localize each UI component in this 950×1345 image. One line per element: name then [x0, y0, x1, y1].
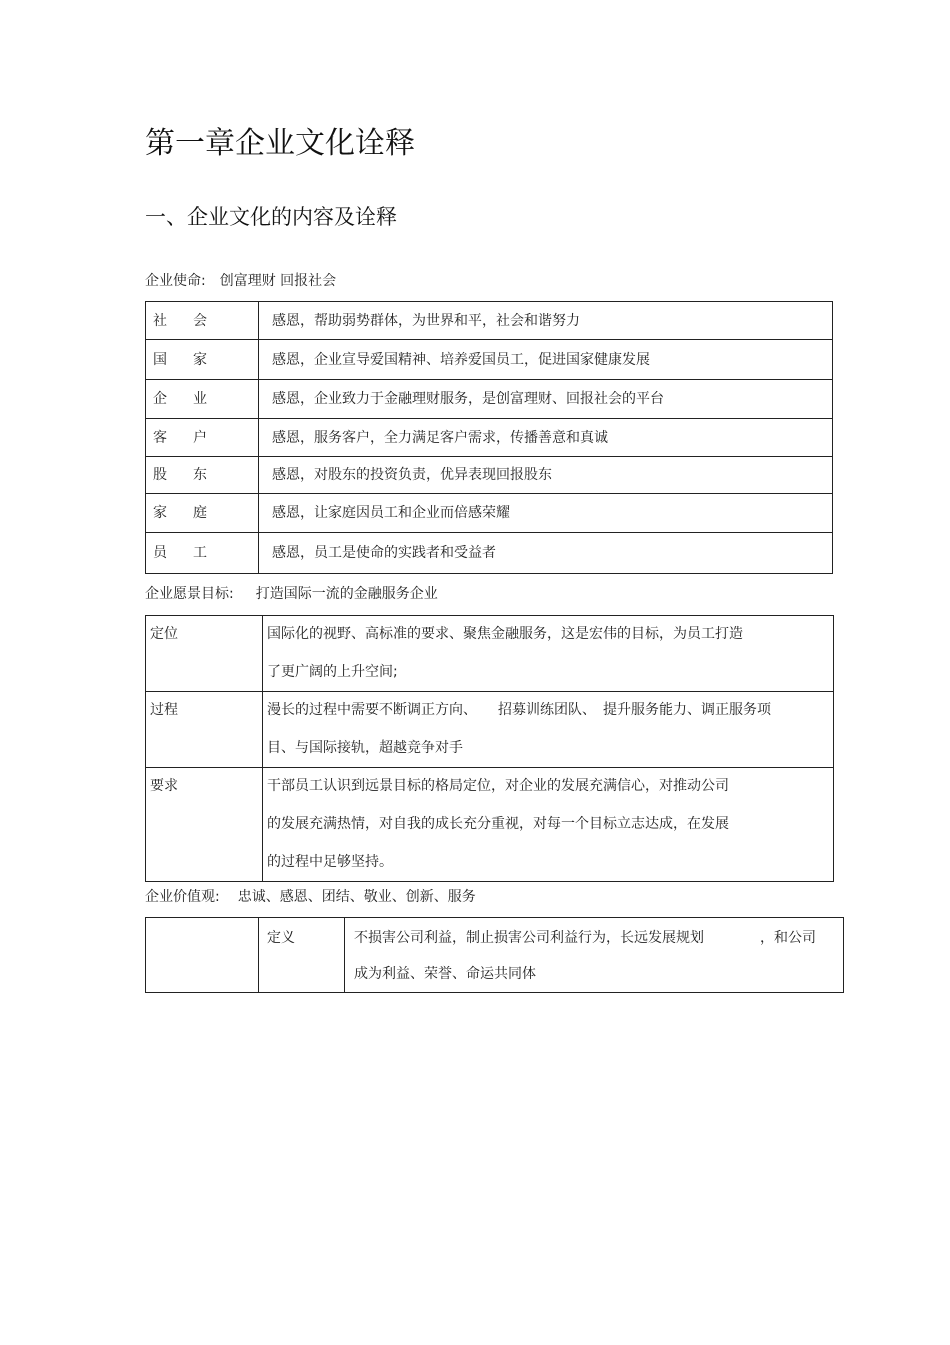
vision-line-text: 了更广阔的上升空间;: [267, 664, 398, 680]
vision-table: [145, 615, 834, 882]
mission-table: [145, 301, 833, 574]
values-value: 忠诚、感恩、团结、敬业、创新、服务: [237, 889, 476, 905]
mission-key-char-1: 股: [153, 467, 167, 483]
vision-row: [146, 692, 834, 768]
vision-row: [146, 768, 834, 882]
values-line-text: 成为利益、荣誉、命运共同体: [354, 966, 536, 982]
mission-key-char-1: 国: [153, 351, 167, 368]
mission-key-char-1: 员: [153, 545, 167, 561]
mission-key-char-1: 社: [153, 312, 167, 329]
mission-key: [146, 543, 258, 563]
mission-key-char-2: 庭: [193, 505, 207, 521]
mission-value-cell: [259, 380, 833, 419]
chapter-title: 第一章企业文化诠释: [145, 126, 415, 161]
vision-key-cell: [146, 692, 263, 768]
mission-value-cell: [259, 340, 833, 380]
values-row: [146, 918, 844, 993]
vision-key: 过程: [150, 702, 178, 718]
mission-key: [146, 350, 258, 370]
vision-value-cell: [263, 692, 834, 768]
mission-key-char-2: 会: [193, 312, 207, 329]
mission-key-cell: [146, 380, 259, 419]
mission-value: 感恩，让家庭因员工和企业而倍感荣耀: [272, 505, 510, 521]
values-key: 定义: [267, 930, 295, 946]
mission-value-cell: [259, 457, 833, 494]
values-line-text: 不损害公司利益，制止损害公司利益行为，长远发展规划 ，和公司: [354, 930, 816, 946]
vision-value: 打造国际一流的金融服务企业: [255, 586, 438, 602]
values-empty-cell: [146, 918, 259, 993]
mission-row: [146, 419, 833, 457]
vision-line-text: 的过程中足够坚持。: [267, 854, 393, 870]
mission-value: 感恩，员工是使命的实践者和受益者: [272, 545, 496, 561]
mission-key-cell: [146, 494, 259, 533]
mission-label: 企业使命:: [145, 273, 206, 289]
vision-line-text: 国际化的视野、高标准的要求、聚焦金融服务，这是宏伟的目标，为员工打造: [267, 626, 743, 642]
vision-line-text: 目、与国际接轨，超越竞争对手: [267, 740, 463, 756]
vision-row: [146, 616, 834, 692]
mission-key-char-2: 业: [193, 391, 207, 407]
mission-key-char-1: 客: [153, 429, 167, 446]
vision-line-text: 的发展充满热情，对自我的成长充分重视，对每一个目标立志达成，在发展: [267, 816, 729, 832]
mission-row: [146, 302, 833, 340]
values-key-cell: [259, 918, 345, 993]
mission-value-cell: [259, 419, 833, 457]
vision-value-cell: [263, 616, 834, 692]
mission-key-char-1: 家: [153, 505, 167, 521]
mission-key: [146, 389, 258, 409]
mission-key-cell: [146, 457, 259, 494]
mission-value: 感恩，企业致力于金融理财服务，是创富理财、回报社会的平台: [272, 391, 664, 407]
vision-label: 企业愿景目标:: [145, 586, 234, 602]
mission-value: 感恩，对股东的投资负责，优异表现回报股东: [272, 467, 552, 483]
mission-row: [146, 457, 833, 494]
mission-value-cell: [259, 494, 833, 533]
mission-value: 感恩，帮助弱势群体，为世界和平，社会和谐努力: [272, 312, 580, 329]
mission-row: [146, 494, 833, 533]
mission-key: [146, 465, 258, 485]
vision-key: 定位: [150, 626, 178, 642]
mission-line: [145, 271, 336, 291]
mission-key-char-1: 企: [153, 391, 167, 407]
mission-value: 感恩，服务客户，全力满足客户需求，传播善意和真诚: [272, 429, 608, 446]
vision-line: [145, 584, 438, 604]
values-table: [145, 917, 844, 993]
mission-key-cell: [146, 302, 259, 340]
mission-key-char-2: 工: [193, 545, 207, 561]
mission-key-cell: [146, 419, 259, 457]
mission-value-cell: [259, 533, 833, 574]
values-label: 企业价值观:: [145, 889, 220, 905]
mission-value-cell: [259, 302, 833, 340]
mission-key-char-2: 户: [193, 429, 207, 446]
values-line: [145, 887, 476, 907]
mission-row: [146, 380, 833, 419]
vision-key-cell: [146, 616, 263, 692]
mission-key-char-2: 家: [193, 351, 207, 368]
mission-key: [146, 503, 258, 523]
mission-key-cell: [146, 340, 259, 380]
mission-value: 创富理财 回报社会: [219, 273, 337, 289]
vision-key: 要求: [150, 778, 178, 794]
mission-row: [146, 533, 833, 574]
mission-key: [146, 428, 258, 448]
vision-value-cell: [263, 768, 834, 882]
mission-key-cell: [146, 533, 259, 574]
vision-key-cell: [146, 768, 263, 882]
values-value-cell: [345, 918, 844, 993]
vision-line-text: 漫长的过程中需要不断调正方向、 招募训练团队、 提升服务能力、调正服务项: [267, 702, 771, 718]
mission-row: [146, 340, 833, 380]
section-title: 一、企业文化的内容及诠释: [145, 205, 397, 229]
mission-key-char-2: 东: [193, 467, 207, 483]
mission-value: 感恩，企业宣导爱国精神、培养爱国员工，促进国家健康发展: [272, 351, 650, 368]
vision-line-text: 干部员工认识到远景目标的格局定位，对企业的发展充满信心，对推动公司: [267, 778, 729, 794]
mission-key: [146, 311, 258, 331]
